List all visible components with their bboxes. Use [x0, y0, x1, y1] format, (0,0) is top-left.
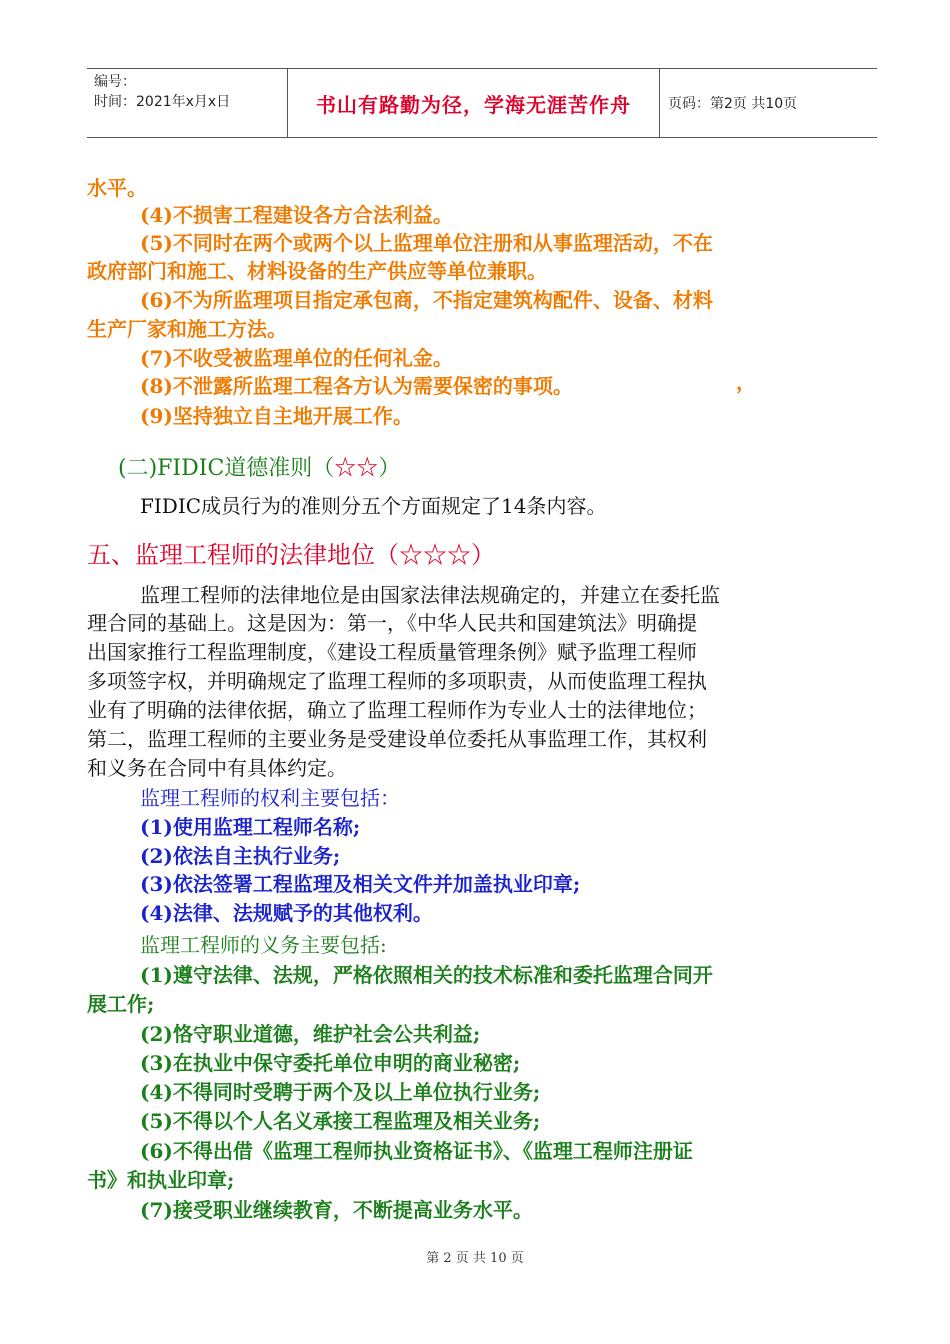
text-line: 第二，监理工程师的主要业务是受建设单位委托从事监理工作，其权利 — [87, 727, 707, 751]
header-motto: 书山有路勤为径，学海无涯苦作舟 — [287, 69, 660, 137]
text-line: (5)不同时在两个或两个以上监理单位注册和从事监理活动，不在 — [140, 231, 713, 255]
heading-close: ） — [378, 456, 401, 481]
list-item: (3)在执业中保守委托单位申明的商业秘密; — [140, 1051, 521, 1075]
text-line: (7)不收受被监理单位的任何礼金。 — [140, 346, 453, 370]
list-item: (2)恪守职业道德，维护社会公共利益; — [140, 1022, 481, 1046]
page-header — [87, 68, 877, 138]
page-footer: 第 2 页 共 10 页 — [426, 1251, 524, 1266]
text-line: (9)坚持独立自主地开展工作。 — [140, 404, 413, 428]
list-item: (4)不得同时受聘于两个及以上单位执行业务; — [140, 1080, 541, 1104]
text-line: 多项签字权，并明确规定了监理工程师的多项职责，从而使监理工程执 — [87, 669, 707, 693]
text-line: 政府部门和施工、材料设备的生产供应等单位兼职。 — [87, 259, 547, 283]
text-line: 出国家推行工程监理制度，《建设工程质量管理条例》赋予监理工程师 — [87, 640, 697, 664]
list-item-cont: 展工作; — [87, 992, 155, 1016]
heading-close: ） — [471, 541, 495, 569]
list-item: (2)依法自主执行业务; — [140, 844, 341, 868]
list-item: (6)不得出借《监理工程师执业资格证书》、《监理工程师注册证 — [140, 1139, 693, 1163]
text-line: (8)不泄露所监理工程各方认为需要保密的事项。 — [140, 374, 573, 398]
list-item: (4)法律、法规赋予的其他权利。 — [140, 901, 433, 925]
text-line: 生产厂家和施工方法。 — [87, 317, 287, 341]
duties-title: 监理工程师的义务主要包括: — [140, 933, 387, 957]
text-line: (4)不损害工程建设各方合法利益。 — [140, 203, 453, 227]
text-line: 监理工程师的法律地位是由国家法律法规确定的，并建立在委托监 — [140, 583, 720, 607]
list-item: (1)使用监理工程师名称; — [140, 815, 361, 839]
text-line: 业有了明确的法律依据，确立了监理工程师作为专业人士的法律地位； — [87, 698, 707, 722]
heading-text: (二)FIDIC道德准则（ — [118, 456, 335, 481]
list-item: (5)不得以个人名义承接工程监理及相关业务; — [140, 1109, 541, 1133]
list-item: (1)遵守法律、法规，严格依照相关的技术标准和委托监理合同开 — [140, 963, 713, 987]
time-label: 时间：2021年x月x日 — [94, 94, 231, 110]
stray-mark: ， — [736, 370, 756, 394]
header-meta — [87, 69, 287, 137]
text-line: FIDIC成员行为的准则分五个方面规定了14条内容。 — [140, 494, 607, 518]
star-icon: ☆☆ — [334, 456, 379, 481]
heading-text: 五、监理工程师的法律地位（ — [87, 541, 399, 569]
section-heading-legal-status — [87, 543, 495, 567]
rights-title: 监理工程师的权利主要包括： — [140, 786, 400, 810]
number-label: 编号： — [94, 74, 136, 90]
header-page-label: 页码：第2页 共10页 — [668, 96, 798, 112]
text-line: (6)不为所监理项目指定承包商，不指定建筑构配件、设备、材料 — [140, 288, 713, 312]
list-item: (3)依法签署工程监理及相关文件并加盖执业印章; — [140, 872, 581, 896]
star-icon: ☆☆☆ — [399, 541, 471, 569]
text-line: 水平。 — [87, 176, 147, 200]
list-item-cont: 书》和执业印章; — [87, 1168, 235, 1192]
section-heading-fidic — [118, 457, 400, 481]
text-line: 理合同的基础上。这是因为：第一，《中华人民共和国建筑法》明确提 — [87, 611, 697, 635]
text-line: 和义务在合同中有具体约定。 — [87, 756, 347, 780]
list-item: (7)接受职业继续教育，不断提高业务水平。 — [140, 1198, 533, 1222]
